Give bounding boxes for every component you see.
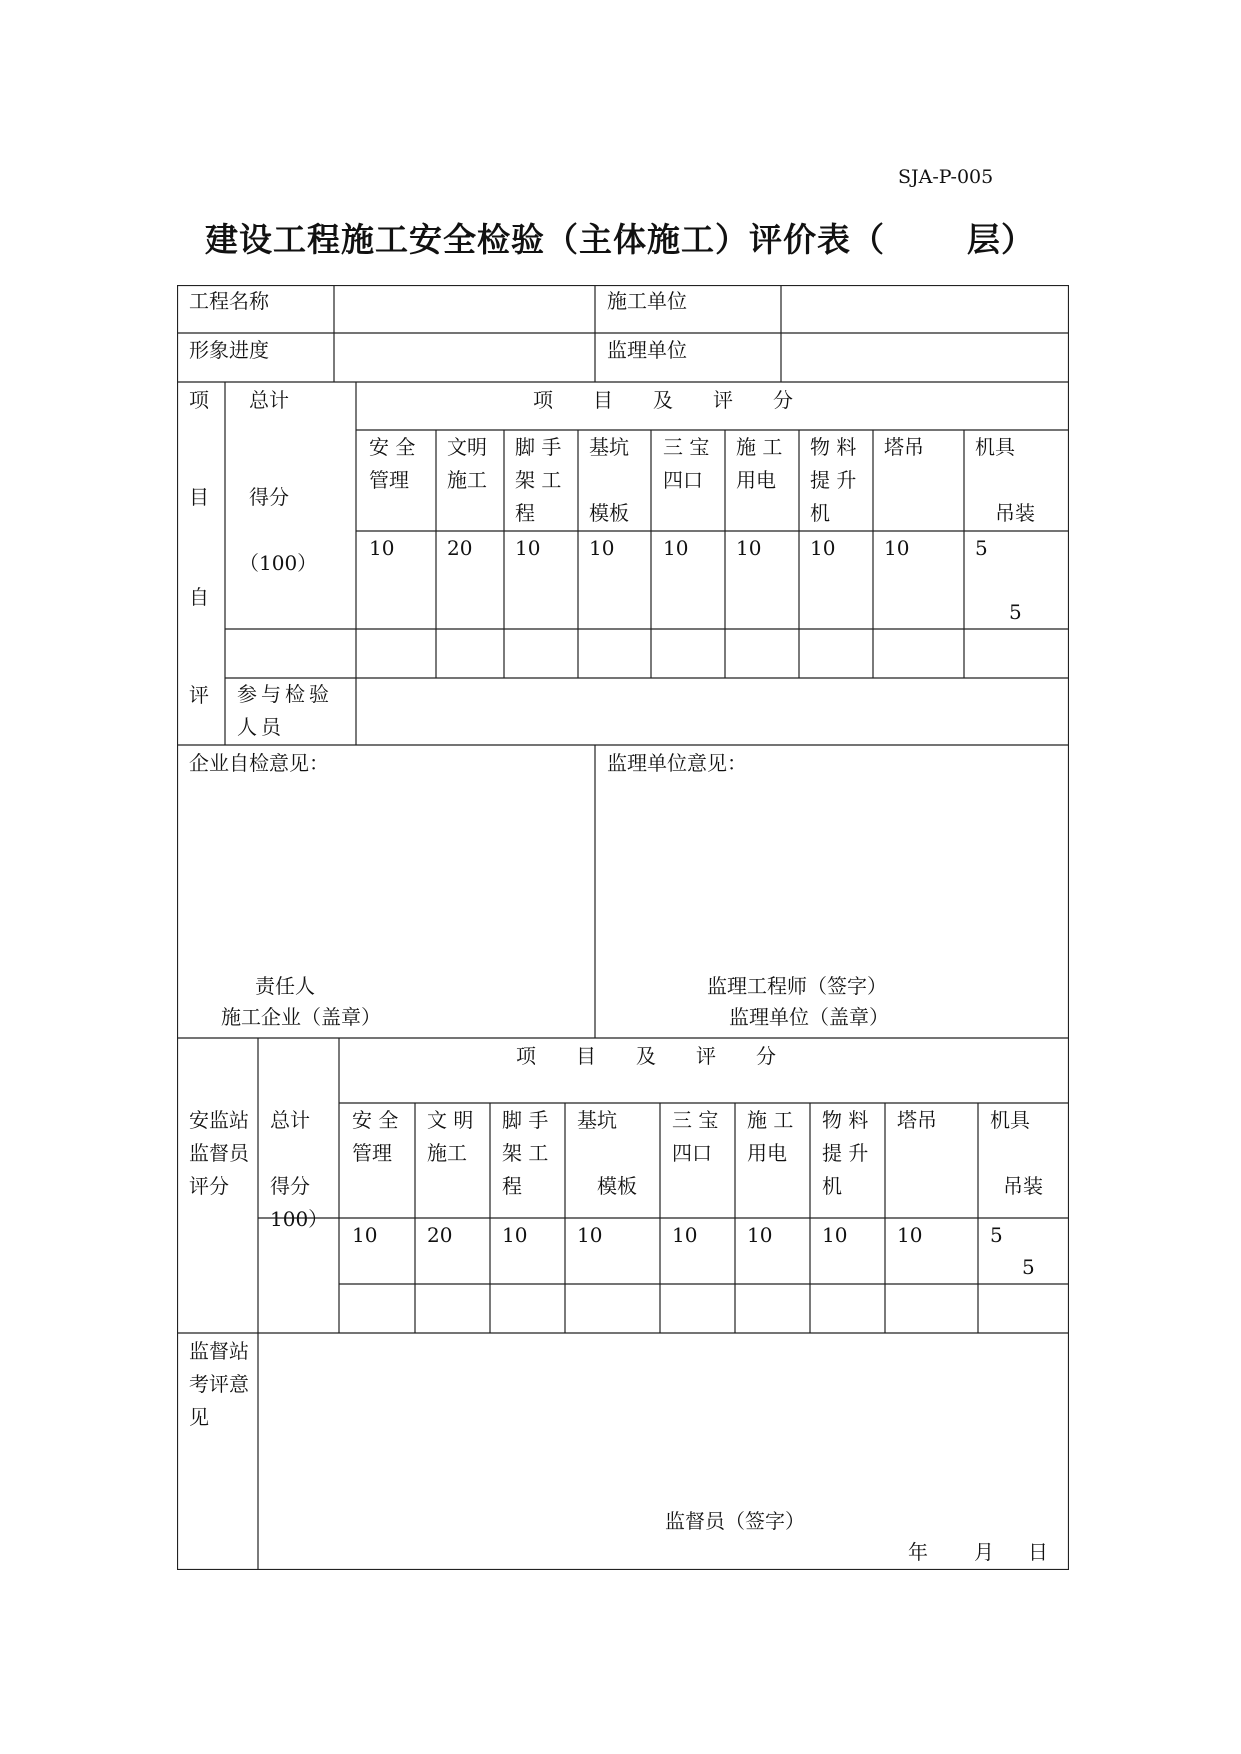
responsible-person-label: 责任人 <box>255 974 315 998</box>
self-category-hoist-l3: 机 <box>810 501 830 525</box>
self-max-score: 20 <box>447 536 473 560</box>
enterprise-opinion-label: 企业自检意见： <box>189 751 329 775</box>
self-category-machinery-l3: 吊装 <box>995 501 1035 525</box>
station-score-input[interactable] <box>340 1285 414 1332</box>
date-day-label: 日 <box>1028 1540 1048 1564</box>
enterprise-opinion-field[interactable] <box>178 782 594 962</box>
station-score-input[interactable] <box>811 1285 884 1332</box>
station-score-input[interactable] <box>416 1285 489 1332</box>
station-max-score: 10 <box>747 1223 773 1247</box>
self-category-three-treasures-l1: 三 宝 <box>663 435 710 459</box>
self-section-header: 项 目 及 评 分 <box>533 388 793 412</box>
self-score-input[interactable] <box>437 630 503 677</box>
station-category-machinery-l1: 机具 <box>990 1108 1030 1132</box>
inspector-sign-label: 监督员（签字） <box>665 1509 805 1533</box>
self-max-score: 10 <box>810 536 836 560</box>
self-category-civil-l1: 文明 <box>447 435 487 459</box>
self-category-power-l2: 用电 <box>736 468 776 492</box>
station-max-score: 10 <box>352 1223 378 1247</box>
self-category-pit-l1: 基坑 <box>589 435 629 459</box>
station-score-label: 得分 <box>270 1174 310 1198</box>
self-score-input[interactable] <box>874 630 963 677</box>
station-total-label: 总计 <box>270 1108 310 1132</box>
project-name-field[interactable] <box>335 286 594 332</box>
self-max-score: 10 <box>884 536 910 560</box>
form-title-suffix: 层） <box>967 220 1035 259</box>
self-category-tower-crane: 塔吊 <box>884 435 924 459</box>
date-year-label: 年 <box>908 1540 928 1564</box>
station-score-input[interactable] <box>491 1285 564 1332</box>
station-max-score: 10 <box>502 1223 528 1247</box>
station-max-score: 10 <box>822 1223 848 1247</box>
self-eval-side-char-3: 自 <box>189 585 209 609</box>
document-code: SJA-P-005 <box>898 166 994 188</box>
form-title-main: 建设工程施工安全检验（主体施工）评价表（ <box>205 220 885 259</box>
supervision-opinion-label: 监理单位意见： <box>607 751 747 775</box>
project-name-label: 工程名称 <box>189 289 269 313</box>
station-category-scaffold-l1: 脚 手 <box>502 1108 549 1132</box>
self-max-score: 10 <box>515 536 541 560</box>
self-category-power-l1: 施 工 <box>736 435 783 459</box>
station-category-tower-crane: 塔吊 <box>897 1108 937 1132</box>
self-category-scaffold-l2: 架 工 <box>515 468 562 492</box>
evaluation-form <box>177 285 1069 1570</box>
self-total-label: 总计 <box>249 388 289 412</box>
progress-field[interactable] <box>335 334 594 381</box>
station-score-max: 100） <box>270 1207 329 1231</box>
form-title <box>205 214 1035 261</box>
self-eval-side-char-2: 目 <box>189 485 209 509</box>
station-category-civil-l2: 施工 <box>427 1141 467 1165</box>
station-opinion-label: 监督站考评意见 <box>189 1339 249 1429</box>
self-category-three-treasures-l2: 四口 <box>663 468 703 492</box>
self-max-score: 10 <box>369 536 395 560</box>
station-total-score-input[interactable] <box>259 1285 338 1332</box>
self-score-input[interactable] <box>726 630 798 677</box>
station-category-hoist-l1: 物 料 <box>822 1108 869 1132</box>
station-category-pit-l3: 模板 <box>597 1174 637 1198</box>
participants-label: 参与检验人员 <box>237 682 333 739</box>
station-score-input[interactable] <box>566 1285 659 1332</box>
self-category-scaffold-l3: 程 <box>515 501 535 525</box>
self-category-safety-mgmt-l2: 管理 <box>369 468 409 492</box>
construction-unit-label: 施工单位 <box>607 289 687 313</box>
supervision-unit-label: 监理单位 <box>607 338 687 362</box>
station-opinion-field[interactable] <box>259 1334 1068 1504</box>
station-category-safety-mgmt-l1: 安 全 <box>352 1108 399 1132</box>
station-max-score: 5 <box>990 1223 1003 1247</box>
station-category-scaffold-l3: 程 <box>502 1174 522 1198</box>
station-category-scaffold-l2: 架 工 <box>502 1141 549 1165</box>
self-max-score: 5 <box>975 536 988 560</box>
station-category-machinery-l3: 吊装 <box>1003 1174 1043 1198</box>
station-category-hoist-l2: 提 升 <box>822 1141 869 1165</box>
station-category-safety-mgmt-l2: 管理 <box>352 1141 392 1165</box>
self-max-score: 10 <box>663 536 689 560</box>
progress-label: 形象进度 <box>189 338 269 362</box>
self-score-input[interactable] <box>800 630 872 677</box>
supervision-unit-field[interactable] <box>782 334 1068 381</box>
self-score-input[interactable] <box>579 630 650 677</box>
station-score-input[interactable] <box>886 1285 977 1332</box>
participants-field[interactable] <box>357 679 1068 744</box>
station-category-hoist-l3: 机 <box>822 1174 842 1198</box>
station-section-header: 项 目 及 评 分 <box>516 1044 776 1068</box>
self-max-score: 10 <box>589 536 615 560</box>
self-category-hoist-l1: 物 料 <box>810 435 857 459</box>
supervision-opinion-field[interactable] <box>596 782 1068 962</box>
self-score-input[interactable] <box>965 630 1068 677</box>
station-category-three-treasures-l1: 三 宝 <box>672 1108 719 1132</box>
date-month-label: 月 <box>974 1540 994 1564</box>
self-score-label: 得分 <box>249 485 289 509</box>
self-category-hoist-l2: 提 升 <box>810 468 857 492</box>
engineer-sign-label: 监理工程师（签字） <box>707 974 887 998</box>
self-category-pit-l3: 模板 <box>589 501 629 525</box>
self-category-machinery-l1: 机具 <box>975 435 1015 459</box>
station-category-power-l1: 施 工 <box>747 1108 794 1132</box>
station-max-score: 10 <box>897 1223 923 1247</box>
self-score-max: （100） <box>239 551 318 575</box>
self-score-input[interactable] <box>505 630 577 677</box>
station-score-input[interactable] <box>979 1285 1068 1332</box>
station-max-score: 10 <box>672 1223 698 1247</box>
station-side-label: 安监站监督员评分 <box>189 1108 249 1198</box>
self-max-score-extra: 5 <box>1009 600 1022 624</box>
station-max-score-extra: 5 <box>1022 1255 1035 1279</box>
station-category-power-l2: 用电 <box>747 1141 787 1165</box>
station-category-pit-l1: 基坑 <box>577 1108 617 1132</box>
station-category-civil-l1: 文 明 <box>427 1108 474 1132</box>
station-max-score: 10 <box>577 1223 603 1247</box>
station-max-score: 20 <box>427 1223 453 1247</box>
self-score-input[interactable] <box>652 630 724 677</box>
self-eval-side-char-1: 项 <box>189 388 209 412</box>
self-max-score: 10 <box>736 536 762 560</box>
self-category-scaffold-l1: 脚 手 <box>515 435 562 459</box>
self-category-civil-l2: 施工 <box>447 468 487 492</box>
supervision-seal-label: 监理单位（盖章） <box>729 1005 889 1029</box>
self-category-safety-mgmt-l1: 安 全 <box>369 435 416 459</box>
self-score-input[interactable] <box>357 630 435 677</box>
self-total-score-input[interactable] <box>226 630 355 677</box>
station-score-input[interactable] <box>661 1285 734 1332</box>
station-category-three-treasures-l2: 四口 <box>672 1141 712 1165</box>
station-score-input[interactable] <box>736 1285 809 1332</box>
self-eval-side-char-4: 评 <box>189 683 209 707</box>
enterprise-seal-label: 施工企业（盖章） <box>221 1005 381 1029</box>
construction-unit-field[interactable] <box>782 286 1068 332</box>
